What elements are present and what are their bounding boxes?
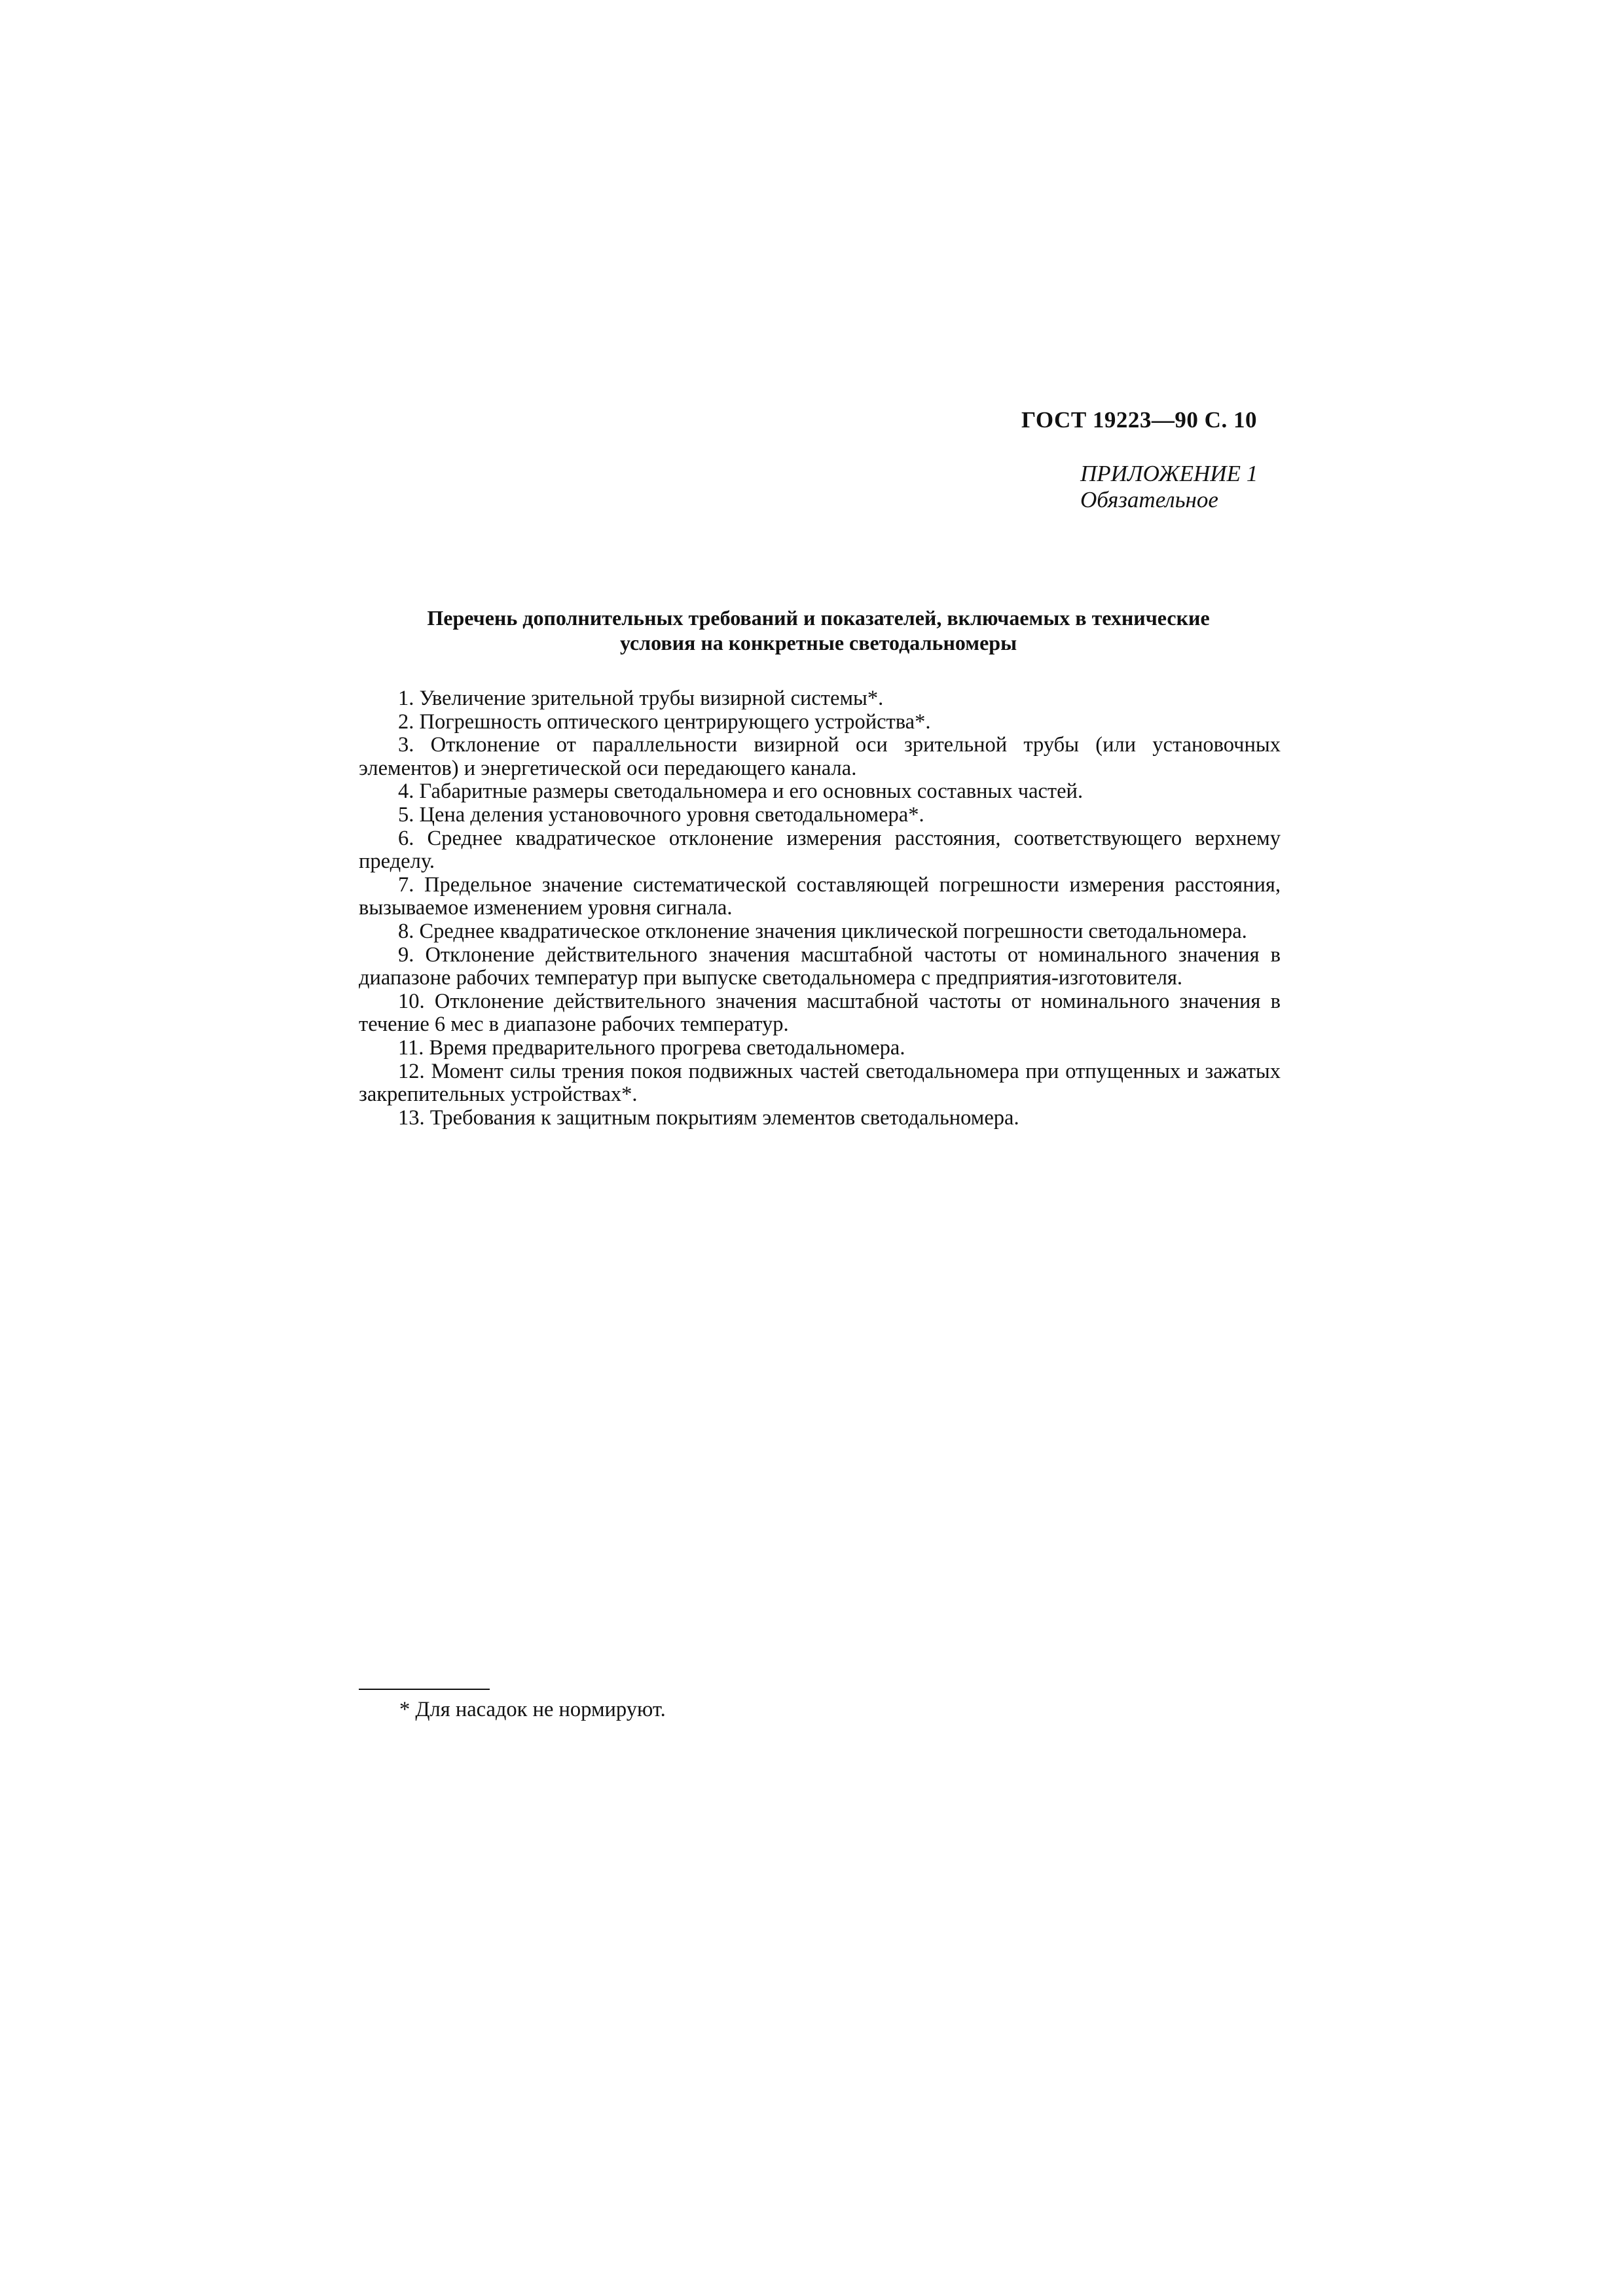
requirement-item: 11. Время предварительного прогрева светодальномера. [398,1035,905,1060]
appendix-label: ПРИЛОЖЕНИЕ 1 [1080,461,1258,486]
title-line-1: Перечень дополнительных требований и показателей, включаемых в технические [427,606,1210,630]
requirement-item: 2. Погрешность оптического центрирующего устройства*. [398,709,931,734]
footnote-divider [359,1689,490,1690]
page-header [1021,407,1283,433]
requirements-list [359,687,1281,1130]
requirement-item: 6. Среднее квадратическое отклонение измерения расстояния, соответствующего верхнему пределу. [359,826,1281,874]
appendix-block [1080,461,1342,513]
requirement-item: 8. Среднее квадратическое отклонение значения циклической погрешности светодальномера. [398,919,1247,943]
requirement-item: 12. Момент силы трения покоя подвижных частей светодальномера при отпущенных и зажатых закрепительных устройствах*. [359,1059,1281,1107]
requirement-item: 3. Отклонение от параллельности визирной оси зрительной трубы (или установочных элементов) и энергетической оси передающего канала. [359,733,1281,780]
title-line-2: условия на конкретные светодальномеры [619,631,1017,655]
requirement-item: 9. Отклонение действительного значения масштабной частоты от номинального значения в диапазоне рабочих температур при выпуске светодальномера с предприятия-изготовителя. [359,942,1281,990]
requirement-item: 10. Отклонение действительного значения масштабной частоты от номинального значения в течение 6 мес в диапазоне рабочих температур. [359,989,1281,1037]
document-title [360,605,1277,655]
standard-reference: ГОСТ 19223—90 С. 10 [1021,407,1257,433]
requirement-item: 13. Требования к защитным покрытиям элементов светодальномера. [398,1105,1019,1130]
requirement-item: 5. Цена деления установочного уровня светодальномера*. [398,802,924,827]
requirement-item: 7. Предельное значение систематической составляющей погрешности измерения расстояния, вызываемое изменением уровня сигнала. [359,872,1281,920]
requirement-item: 4. Габаритные размеры светодальномера и его основных составных частей. [398,780,1084,804]
appendix-status: Обязательное [1080,487,1218,512]
footnote: * Для насадок не нормируют. [399,1698,666,1721]
requirement-item: 1. Увеличение зрительной трубы визирной системы*. [398,687,884,710]
